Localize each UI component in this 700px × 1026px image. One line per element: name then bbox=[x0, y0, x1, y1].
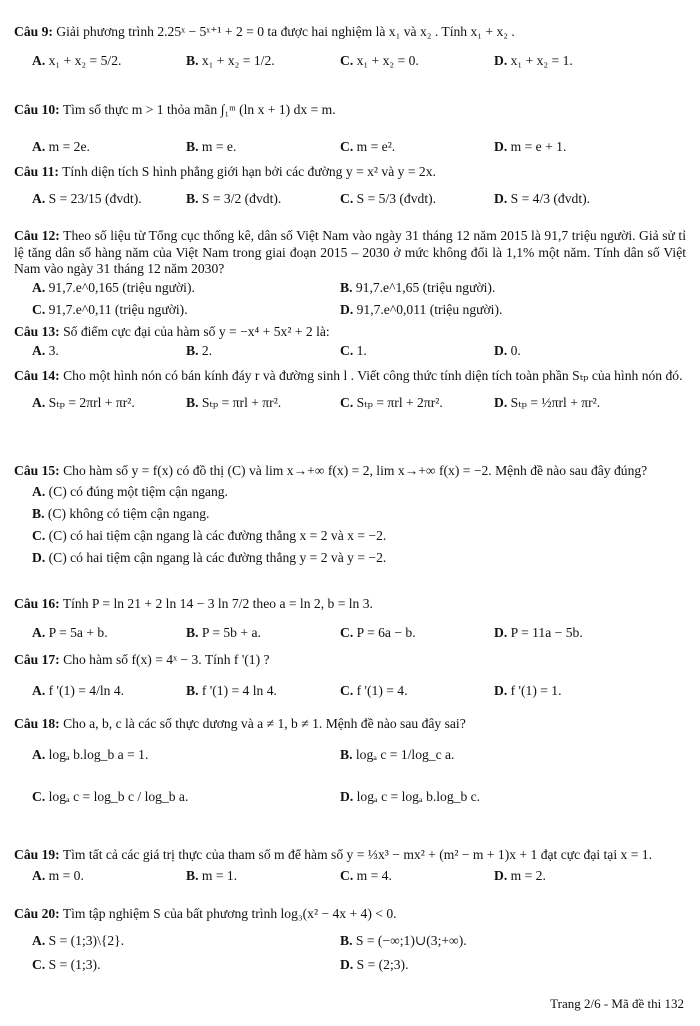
option-b[interactable]: B. m = e. bbox=[186, 138, 237, 154]
option-letter: D. bbox=[494, 138, 508, 154]
option-row-a bbox=[14, 484, 686, 504]
option-c[interactable]: C. S = (1;3). bbox=[32, 956, 101, 972]
option-letter: A. bbox=[32, 190, 46, 206]
question-15 bbox=[14, 460, 686, 570]
option-letter: D. bbox=[340, 301, 354, 317]
option-d[interactable]: D. 91,7.e^0,011 (triệu người). bbox=[340, 301, 503, 317]
option-row-d bbox=[14, 550, 686, 570]
option-letter: D. bbox=[494, 867, 508, 883]
option-a[interactable]: A. x₁ + x₂ = 5/2. bbox=[32, 52, 122, 68]
question-11 bbox=[14, 164, 686, 221]
option-letter: C. bbox=[32, 788, 46, 804]
option-d[interactable]: D. x₁ + x₂ = 1. bbox=[494, 52, 573, 68]
answer-options bbox=[14, 683, 686, 713]
answer-options-row-2 bbox=[14, 957, 686, 977]
option-d[interactable]: D. Sₜₚ = ½πrl + πr². bbox=[494, 394, 601, 410]
option-letter: A. bbox=[32, 394, 46, 410]
option-a[interactable]: A. S = 23/15 (đvdt). bbox=[32, 190, 142, 206]
option-a[interactable]: A. P = 5a + b. bbox=[32, 624, 108, 640]
option-letter: C. bbox=[340, 342, 354, 358]
option-letter: A. bbox=[32, 932, 46, 948]
option-letter: B. bbox=[340, 746, 353, 762]
option-letter: C. bbox=[340, 624, 354, 640]
question-stem: Câu 15: Cho hàm số y = f(x) có đồ thị (C) và lim x→+∞ f(x) = 2, lim x→+∞ f(x) = −2. Mệnh đề nào sau đây đúng? bbox=[14, 463, 648, 478]
question-number: Câu 19: bbox=[14, 847, 60, 862]
option-d[interactable]: D. m = e + 1. bbox=[494, 138, 567, 154]
option-d[interactable]: D. logₐ c = logₐ b.log_b c. bbox=[340, 788, 481, 804]
question-stem: Câu 18: Cho a, b, c là các số thực dương và a ≠ 1, b ≠ 1. Mệnh đề nào sau đây sai? bbox=[14, 716, 466, 731]
question-number: Câu 13: bbox=[14, 324, 60, 339]
option-c[interactable]: C. S = 5/3 (đvdt). bbox=[340, 190, 437, 206]
option-letter: C. bbox=[340, 867, 354, 883]
option-b[interactable]: B. logₐ c = 1/log_c a. bbox=[340, 746, 455, 762]
question-stem: Câu 11: Tính diện tích S hình phẳng giới hạn bởi các đường y = x² và y = 2x. bbox=[14, 164, 436, 179]
option-row-c bbox=[14, 528, 686, 548]
option-letter: D. bbox=[494, 52, 508, 68]
option-a[interactable]: A. m = 0. bbox=[32, 867, 84, 883]
option-d[interactable]: D. m = 2. bbox=[494, 867, 546, 883]
option-letter: B. bbox=[186, 624, 199, 640]
option-a[interactable]: A. 3. bbox=[32, 342, 59, 358]
option-c[interactable]: C. Sₜₚ = πrl + 2πr². bbox=[340, 394, 443, 410]
option-letter: B. bbox=[186, 394, 199, 410]
question-stem: Câu 19: Tìm tất cả các giá trị thực của tham số m để hàm số y = ⅓x³ − mx² + (m² − m + 1)x + 1 đạt cực đại tại x = 1. bbox=[14, 847, 652, 862]
option-letter: B. bbox=[186, 342, 199, 358]
answer-options bbox=[14, 139, 686, 159]
option-letter: D. bbox=[494, 342, 508, 358]
option-letter: B. bbox=[340, 279, 353, 295]
option-letter: D. bbox=[494, 624, 508, 640]
option-d[interactable]: D. S = (2;3). bbox=[340, 956, 409, 972]
question-stem: Câu 12: Theo số liệu từ Tổng cục thống kê, dân số Việt Nam vào ngày 31 tháng 12 năm 2015 là 91,7 triệu người. Giả sử tỉ lệ tăng dân số hàng năm của Việt Nam trong giai đoạn 2015 – 2030 ở mức không đổi là 1,1% một năm. Tính dân số Việt Nam vào ngày 31 tháng 12 năm 2030? bbox=[14, 228, 686, 277]
question-number: Câu 9: bbox=[14, 24, 53, 39]
option-b[interactable]: B. S = 3/2 (đvdt). bbox=[186, 190, 282, 206]
option-letter: B. bbox=[186, 138, 199, 154]
option-letter: D. bbox=[494, 394, 508, 410]
option-a[interactable]: A. f '(1) = 4/ln 4. bbox=[32, 682, 125, 698]
question-stem: Câu 20: Tìm tập nghiệm S của bất phương trình log₃(x² − 4x + 4) < 0. bbox=[14, 906, 397, 921]
option-letter: B. bbox=[186, 52, 199, 68]
option-a[interactable]: A. logₐ b.log_b a = 1. bbox=[32, 746, 149, 762]
question-number: Câu 14: bbox=[14, 368, 60, 383]
option-d[interactable]: D. P = 11a − 5b. bbox=[494, 624, 583, 640]
option-letter: B. bbox=[186, 682, 199, 698]
option-c[interactable]: C. f '(1) = 4. bbox=[340, 682, 408, 698]
question-number: Câu 20: bbox=[14, 906, 60, 921]
question-number: Câu 15: bbox=[14, 463, 60, 478]
option-a[interactable]: A. Sₜₚ = 2πrl + πr². bbox=[32, 394, 135, 410]
option-letter: A. bbox=[32, 624, 46, 640]
question-number: Câu 11: bbox=[14, 164, 59, 179]
option-b[interactable]: B. (C) không có tiệm cận ngang. bbox=[32, 505, 210, 521]
option-letter: C. bbox=[340, 52, 354, 68]
option-letter: B. bbox=[340, 932, 353, 948]
option-b[interactable]: B. Sₜₚ = πrl + πr². bbox=[186, 394, 282, 410]
question-10 bbox=[14, 102, 686, 159]
option-letter: D. bbox=[494, 682, 508, 698]
question-stem: Câu 10: Tìm số thực m > 1 thỏa mãn ∫₁ᵐ (ln x + 1) dx = m. bbox=[14, 102, 336, 117]
option-c[interactable]: C. 91,7.e^0,11 (triệu người). bbox=[32, 301, 188, 317]
option-a[interactable]: A. m = 2e. bbox=[32, 138, 90, 154]
answer-options-row-2 bbox=[14, 302, 686, 322]
answer-options-row-1 bbox=[14, 280, 686, 300]
question-16 bbox=[14, 596, 686, 645]
option-letter: B. bbox=[186, 867, 199, 883]
option-a[interactable]: A. 91,7.e^0,165 (triệu người). bbox=[32, 279, 195, 295]
option-c[interactable]: C. x₁ + x₂ = 0. bbox=[340, 52, 419, 68]
question-12 bbox=[14, 228, 686, 322]
question-number: Câu 12: bbox=[14, 228, 60, 243]
question-stem: Câu 17: Cho hàm số f(x) = 4ˣ − 3. Tính f '(1) ? bbox=[14, 652, 270, 667]
option-letter: B. bbox=[32, 505, 45, 521]
option-letter: A. bbox=[32, 483, 46, 499]
question-number: Câu 18: bbox=[14, 716, 60, 731]
option-a[interactable]: A. (C) có đúng một tiệm cận ngang. bbox=[32, 483, 228, 499]
option-c[interactable]: C. (C) có hai tiệm cận ngang là các đường thẳng x = 2 và x = −2. bbox=[32, 527, 387, 543]
option-d[interactable]: D. (C) có hai tiệm cận ngang là các đường thẳng y = 2 và y = −2. bbox=[32, 549, 387, 565]
option-row-b bbox=[14, 506, 686, 526]
question-stem: Câu 9: Giải phương trình 2.25ˣ − 5ˣ⁺¹ + 2 = 0 ta được hai nghiệm là x₁ và x₂ . Tính x₁ + x₂ . bbox=[14, 24, 515, 39]
option-letter: C. bbox=[32, 527, 46, 543]
answer-options-row-1 bbox=[14, 933, 686, 953]
option-c[interactable]: C. m = e². bbox=[340, 138, 396, 154]
option-c[interactable]: C. logₐ c = log_b c / log_b a. bbox=[32, 788, 189, 804]
option-letter: D. bbox=[340, 788, 354, 804]
option-letter: C. bbox=[340, 682, 354, 698]
question-13 bbox=[14, 324, 686, 363]
option-letter: C. bbox=[32, 956, 46, 972]
question-stem: Câu 13: Số điểm cực đại của hàm số y = −x⁴ + 5x² + 2 là: bbox=[14, 324, 330, 339]
option-letter: C. bbox=[340, 190, 354, 206]
option-a[interactable]: A. S = (1;3)\{2}. bbox=[32, 932, 125, 948]
option-c[interactable]: C. m = 4. bbox=[340, 867, 392, 883]
question-14 bbox=[14, 368, 686, 425]
option-b[interactable]: B. S = (−∞;1)∪(3;+∞). bbox=[340, 932, 467, 948]
option-c[interactable]: C. P = 6a − b. bbox=[340, 624, 416, 640]
option-letter: C. bbox=[32, 301, 46, 317]
option-b[interactable]: B. 2. bbox=[186, 342, 213, 358]
option-letter: A. bbox=[32, 138, 46, 154]
option-letter: B. bbox=[186, 190, 199, 206]
option-letter: A. bbox=[32, 867, 46, 883]
question-9 bbox=[14, 24, 686, 83]
answer-options bbox=[14, 868, 686, 888]
answer-options-row-1 bbox=[14, 747, 686, 777]
option-letter: D. bbox=[494, 190, 508, 206]
question-18 bbox=[14, 716, 686, 819]
option-d[interactable]: D. S = 4/3 (đvdt). bbox=[494, 190, 591, 206]
option-letter: D. bbox=[340, 956, 354, 972]
option-letter: C. bbox=[340, 394, 354, 410]
option-letter: C. bbox=[340, 138, 354, 154]
question-17 bbox=[14, 652, 686, 713]
option-b[interactable]: B. m = 1. bbox=[186, 867, 238, 883]
option-d[interactable]: D. 0. bbox=[494, 342, 521, 358]
option-b[interactable]: B. x₁ + x₂ = 1/2. bbox=[186, 52, 275, 68]
answer-options bbox=[14, 53, 686, 83]
option-b[interactable]: B. 91,7.e^1,65 (triệu người). bbox=[340, 279, 496, 295]
option-b[interactable]: B. P = 5b + a. bbox=[186, 624, 261, 640]
option-d[interactable]: D. f '(1) = 1. bbox=[494, 682, 562, 698]
answer-options bbox=[14, 625, 686, 645]
option-letter: A. bbox=[32, 746, 46, 762]
question-stem: Câu 14: Cho một hình nón có bán kính đáy r và đường sinh l . Viết công thức tính diện tích toàn phần Sₜₚ của hình nón đó. bbox=[14, 368, 683, 383]
option-letter: A. bbox=[32, 342, 46, 358]
answer-options bbox=[14, 191, 686, 221]
option-c[interactable]: C. 1. bbox=[340, 342, 367, 358]
option-letter: D. bbox=[32, 549, 46, 565]
page-footer: Trang 2/6 - Mã đề thi 132 bbox=[550, 996, 684, 1011]
question-number: Câu 16: bbox=[14, 596, 60, 611]
option-letter: A. bbox=[32, 279, 46, 295]
answer-options bbox=[14, 343, 686, 363]
question-stem: Câu 16: Tính P = ln 21 + 2 ln 14 − 3 ln 7/2 theo a = ln 2, b = ln 3. bbox=[14, 596, 373, 611]
option-b[interactable]: B. f '(1) = 4 ln 4. bbox=[186, 682, 277, 698]
option-letter: A. bbox=[32, 682, 46, 698]
question-number: Câu 17: bbox=[14, 652, 60, 667]
question-19 bbox=[14, 844, 686, 888]
answer-options-row-2 bbox=[14, 789, 686, 819]
question-20 bbox=[14, 906, 686, 977]
option-letter: A. bbox=[32, 52, 46, 68]
answer-options bbox=[14, 395, 686, 425]
question-number: Câu 10: bbox=[14, 102, 60, 117]
